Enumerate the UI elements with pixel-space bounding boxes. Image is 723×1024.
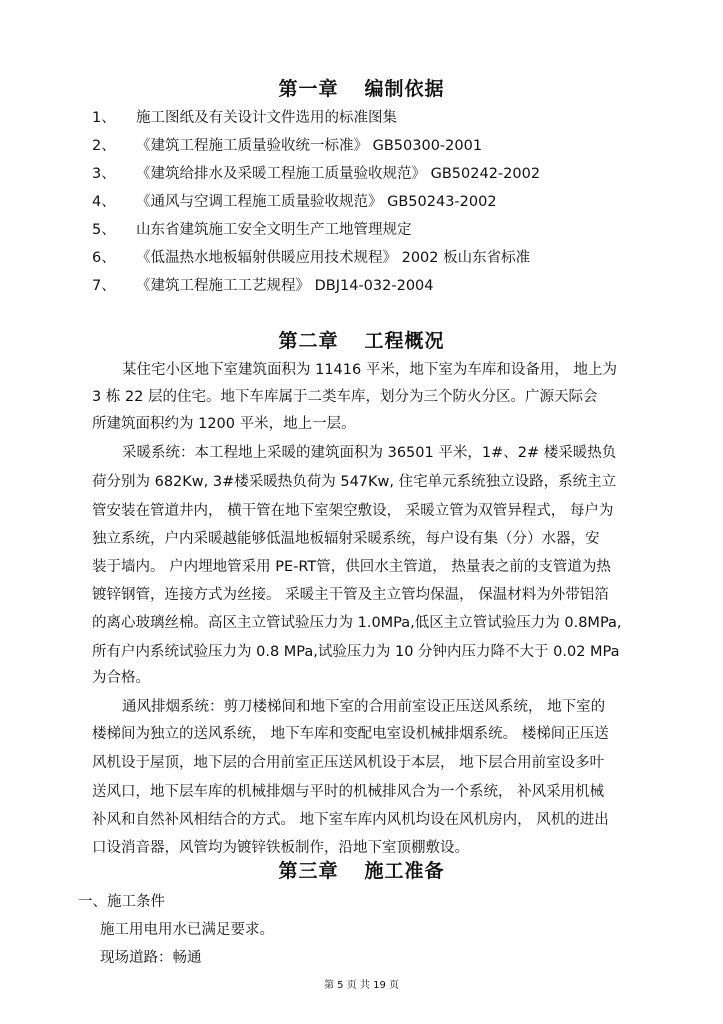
reference-text: 山东省建筑施工安全文明生产工地管理规定 [136,222,412,238]
chapter-2-title: 工程概况 [364,330,445,352]
reference-text: 《建筑工程施工工艺规程》 DBJ14-032-2004 [136,278,434,294]
body-line: 通风排烟系统：剪刀楼梯间和地下室的合用前室设正压送风系统， 地下室的 [122,699,606,715]
body-line: 3 栋 22 层的住宅。地下车库属于二类车库，划分为三个防火分区。广源天际会 [92,389,598,405]
chapter-3-title: 施工准备 [364,860,445,882]
body-line: 某住宅小区地下室建筑面积为 11416 平米，地下室为车库和设备用， 地上为 [122,362,617,378]
reference-number: 3、 [92,166,116,182]
body-line: 所建筑面积约为 1200 平米，地上一层。 [92,416,356,432]
chapter-3-number: 第三章 [278,860,339,882]
body-line: 风机设于屋顶，地下层的合用前室正压送风机设于本层， 地下层合用前室设多叶 [92,755,605,771]
reference-number: 5、 [92,222,116,238]
reference-number: 2、 [92,138,116,154]
reference-item [92,106,397,127]
body-line: 楼梯间为独立的送风系统， 地下车库和变配电室设机械排烟系统。 楼梯间正压送 [92,726,609,742]
condition-line: 现场道路：畅通 [100,950,202,966]
body-line: 送风口，地下层车库的机械排烟与平时的机械排风合为一个系统， 补风采用机械 [92,784,605,800]
body-line: 所有户内系统试验压力为 0.8 MPa,试验压力为 10 分钟内压力降不大于 0.02 MPa [92,644,620,660]
chapter-3-heading [0,856,723,883]
body-line: 管安装在管道井内， 横干管在地下室架空敷设， 采暖立管为双管异程式， 每户为 [92,503,614,519]
body-line: 镀锌钢管，连接方式为丝接。 采暖主干管及主立管均保温， 保温材料为外带铝箔 [92,587,609,603]
page-number-footer: 第 5 页 共 19 页 [324,980,399,991]
reference-item [92,246,530,267]
chapter-1-title: 编制依据 [364,78,445,100]
reference-text: 《建筑工程施工质量验收统一标准》 GB50300-2001 [136,138,483,154]
body-line: 口设消音器，风管均为镀锌铁板制作，沿地下室顶棚敷设。 [92,840,469,856]
section-heading: 一、施工条件 [78,894,165,910]
reference-item [92,134,482,155]
reference-item [92,218,412,239]
reference-number: 1、 [92,110,116,126]
body-line: 装于墙内。 户内埋地管采用 PE-RT管，供回水主管道， 热量表之前的支管道为热 [92,559,611,575]
body-line: 采暖系统：本工程地上采暖的建筑面积为 36501 平米，1#、2# 楼采暖热负 [122,445,617,461]
reference-number: 4、 [92,194,116,210]
chapter-1-heading [0,74,723,101]
reference-number: 7、 [92,278,116,294]
reference-text: 《通风与空调工程施工质量验收规范》 GB50243-2002 [136,194,497,210]
chapter-2-number: 第二章 [278,330,339,352]
reference-text: 施工图纸及有关设计文件选用的标准图集 [136,110,397,126]
body-line: 为合格。 [92,670,150,686]
body-line: 的离心玻璃丝棉。高区主立管试验压力为 1.0MPa,低区主立管试验压力为 0.8MPa, [92,615,622,631]
reference-text: 《建筑给排水及采暖工程施工质量验收规范》 GB50242-2002 [136,166,541,182]
reference-item [92,190,497,211]
chapter-1-number: 第一章 [278,78,339,100]
reference-item [92,274,434,295]
reference-number: 6、 [92,250,116,266]
body-line: 补风和自然补风相结合的方式。 地下室车库内风机均设在风机房内， 风机的进出 [92,812,609,828]
reference-text: 《低温热水地板辐射供暖应用技术规程》 2002 板山东省标准 [136,250,531,266]
reference-item [92,162,540,183]
condition-line: 施工用电用水已满足要求。 [100,922,274,938]
body-line: 独立系统，户内采暖越能够低温地板辐射采暖系统，每户设有集（分）水器，安 [92,531,600,547]
chapter-2-heading [0,326,723,353]
body-line: 荷分别为 682Kw, 3#楼采暖热负荷为 547Kw, 住宅单元系统独立设路，系统主立 [92,474,617,490]
